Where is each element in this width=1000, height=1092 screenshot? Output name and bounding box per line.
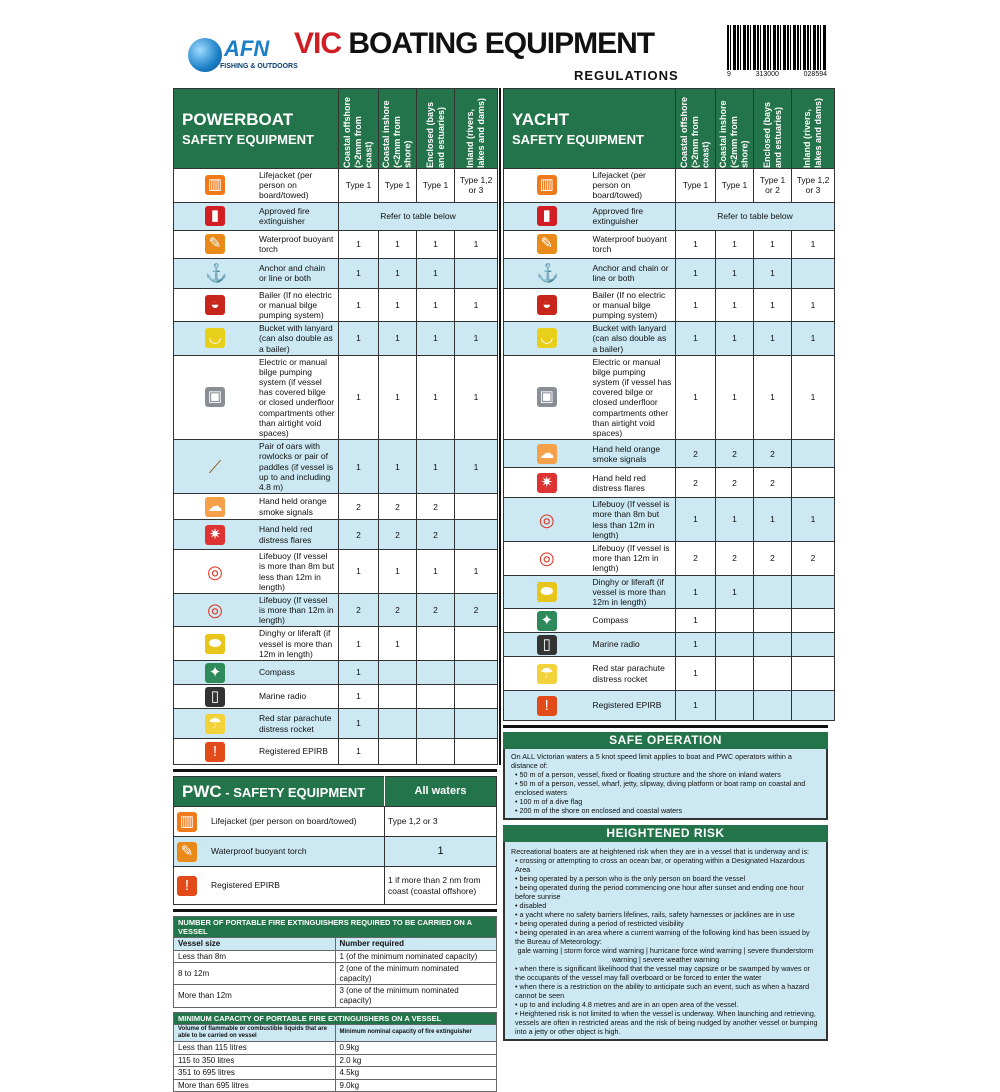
requirement-value: 1 — [379, 550, 417, 594]
requirement-value: 1 — [455, 322, 498, 356]
requirement-value: 1 — [417, 258, 455, 288]
requirement-value: 2 — [417, 494, 455, 520]
equipment-label: Hand held orange smoke signals — [256, 494, 339, 520]
requirement-value — [379, 739, 417, 765]
requirement-value: 1 — [792, 498, 835, 542]
requirement-value: 1 — [716, 575, 754, 609]
equipment-row — [174, 739, 498, 765]
pwc-row — [174, 807, 497, 837]
bullet-item: • when there is significant likelihood that the vessel may capsize or be swamped by waves or the occupants of the vessel may fall overboard or be forced to enter the water — [515, 964, 810, 983]
requirement-value — [792, 575, 835, 609]
pwc-table — [173, 776, 497, 905]
equipment-label: Dinghy or liferaft (if vessel is more than 12m in length) — [256, 627, 339, 661]
equipment-row — [174, 288, 498, 322]
requirement-value: 1 — [379, 258, 417, 288]
safe-operation-title: SAFE OPERATION — [503, 732, 828, 749]
requirement-value: 1 — [754, 288, 792, 322]
equipment-label: Bailer (If no electric or manual bilge pumping system) — [256, 288, 339, 322]
compass-icon: ✦ — [537, 611, 557, 631]
requirement-value: Type 1 — [379, 169, 417, 203]
equipment-label: Registered EPIRB — [211, 879, 280, 890]
equipment-label: Lifebuoy (If vessel is more than 12m in length) — [256, 593, 339, 627]
equipment-row — [174, 520, 498, 550]
bucket-icon: ◡ — [205, 328, 225, 348]
requirement-value — [379, 709, 417, 739]
equipment-row — [174, 550, 498, 594]
lifejacket-icon: ▥ — [537, 175, 557, 195]
equipment-label: Approved fire extinguisher — [590, 202, 676, 230]
requirement-value: 1 — [754, 498, 792, 542]
equipment-label: Lifebuoy (If vessel is more than 8m but less than 12m in length) — [590, 498, 676, 542]
equipment-label: Lifejacket (per person on board/towed) — [256, 169, 339, 203]
heightened-risk-title: HEIGHTENED RISK — [503, 825, 828, 842]
requirement-value: 1 — [754, 355, 792, 440]
column-divider — [499, 88, 501, 765]
torch-icon: ✎ — [537, 234, 557, 254]
requirement-value — [716, 657, 754, 691]
requirement-value: Type 1 — [339, 169, 379, 203]
table-row: 351 to 695 litres 4.5kg — [174, 1067, 497, 1080]
heightened-risk-box: HEIGHTENED RISK Recreational boaters are at heightened risk when they are in a vessel that is underway and is: • crossing or attempting to cross an ocean bar, or operating within a Designated Hazardous Area • being operated by a person who is the only person on board the vessel • being operated during the period commencing one hour after sunset and ending one hour before sunrise • disabled • a yacht where no safety barriers lifelines, rails, safety harnesses or jacklines are in use • being operated during a period of restricted visibility • being operated in an area where a current warning of the following kind has been issued by the Bureau of Meteorology: gale warning | storm force wind warning | hurricane force wind warning | severe thunderstorm warning | severe weather warning • when there is significant likelihood that the vessel may capsize or be swamped by waves or the occupants of the vessel may fall overboard or be forced to enter the water • when there is a restriction on the ability to anticipate such an event, such as when a hazard cannot be seen • up to and including 4.8 metres and are in an open area of the vessel. • Heightened risk is not limited to when the vessel is underway. When launching and retrieving, vessels are often in restricted areas and the risk of being nudged by another vessel or bumping into a jetty or other object is high. — [503, 825, 828, 1041]
column-header: Coastal inshore (<2mm from shore) — [716, 89, 754, 169]
marine-radio-icon: ▯ — [537, 635, 557, 655]
column-header: Inland (rivers, lakes and dams) — [455, 89, 498, 169]
lifejacket-icon: ▥ — [177, 812, 197, 832]
requirement-value: 1 — [676, 633, 716, 657]
requirement-value: 1 — [379, 322, 417, 356]
bullet-item: • up to and including 4.8 metres and are in an open area of the vessel. — [515, 1000, 739, 1010]
equipment-label: Electric or manual bilge pumping system (if vessel has covered bilge or closed underfloor compartments other than airtight void spaces) — [256, 355, 339, 440]
bullet-item: • 200 m of the shore on enclosed and coastal waters — [515, 806, 683, 816]
equipment-label: Hand held red distress flares — [590, 468, 676, 498]
parachute-rocket-icon: ☂ — [205, 714, 225, 734]
page-subtitle: REGULATIONS — [574, 68, 679, 83]
requirement-value: 1 — [417, 322, 455, 356]
table-row: More than 12m 3 (one of the minimum nominated capacity) — [174, 985, 497, 1007]
bailer-icon: ◒ — [537, 295, 557, 315]
equipment-row — [504, 541, 835, 575]
requirement-value: 1 — [339, 288, 379, 322]
requirement-value — [792, 633, 835, 657]
dinghy-icon: ⬬ — [537, 582, 557, 602]
requirement-value: 1 — [379, 627, 417, 661]
equipment-label: Compass — [256, 661, 339, 685]
requirement-value — [379, 661, 417, 685]
requirement-value: 1 — [716, 498, 754, 542]
requirement-value: 1 — [676, 691, 716, 721]
table-row: Less than 115 litres 0.9kg — [174, 1041, 497, 1054]
requirement-value: 1 — [716, 258, 754, 288]
requirement-value: 1 — [716, 355, 754, 440]
equipment-row — [504, 202, 835, 230]
requirement-value — [754, 609, 792, 633]
lifebuoy-icon: ◎ — [538, 509, 555, 530]
requirement-value: 2 — [379, 593, 417, 627]
smoke-signal-icon: ☁ — [537, 444, 557, 464]
column-header: Inland (rivers, lakes and dams) — [792, 89, 835, 169]
requirement-value: 2 — [716, 468, 754, 498]
powerboat-table — [173, 88, 498, 765]
bucket-icon: ◡ — [537, 328, 557, 348]
lifebuoy-icon: ◎ — [538, 548, 555, 569]
requirement-value — [754, 575, 792, 609]
anchor-icon: ⚓ — [536, 263, 560, 284]
requirement-value: Type 1,2 or 3 — [792, 169, 835, 203]
equipment-row — [504, 322, 835, 356]
bullet-item: • 50 m of a person, vessel, wharf, jetty, slipway, diving platform or boat ramp on coastal and enclosed waters — [515, 779, 806, 798]
requirement-value: 2 — [676, 468, 716, 498]
requirement-value: 1 — [792, 322, 835, 356]
equipment-row — [504, 575, 835, 609]
requirement-value: 1 if more than 2 nm from coast (coastal offshore) — [385, 867, 497, 905]
requirement-value — [417, 739, 455, 765]
equipment-row — [504, 169, 835, 203]
equipment-label: Pair of oars with rowlocks or pair of paddles (if vessel is up to and including 4.8 m) — [256, 440, 339, 494]
anchor-icon: ⚓ — [205, 263, 228, 284]
equipment-label: Bucket with lanyard (can also double as a bailer) — [590, 322, 676, 356]
equipment-row — [174, 322, 498, 356]
equipment-row — [174, 202, 498, 230]
requirement-value: 2 — [417, 593, 455, 627]
bullet-item: • 50 m of a person, vessel, fixed or floating structure and the shore on inland waters — [515, 770, 781, 780]
requirement-value: 1 — [792, 230, 835, 258]
lifejacket-icon: ▥ — [205, 175, 225, 195]
equipment-row — [174, 355, 498, 440]
requirement-value: 1 — [379, 440, 417, 494]
extinguisher-capacity-table: MINIMUM CAPACITY OF PORTABLE FIRE EXTINGUISHERS ON A VESSEL Volume of flammable or combustible liquids that are able to be carried on vessel Minimum nominal capacity of fire extinguisher Less than 115 litres 0.9kg 115 to 350 litres 2.0 kg 351 to 695 litres 4.5kg More than 695 litres 9.0kg — [173, 1012, 497, 1092]
requirement-value: 1 — [455, 230, 498, 258]
requirement-value: 1 — [754, 258, 792, 288]
bullet-item: • crossing or attempting to cross an ocean bar, or operating within a Designated Hazardous Area — [515, 856, 805, 875]
equipment-label: Registered EPIRB — [256, 739, 339, 765]
requirement-value — [792, 657, 835, 691]
requirement-value: 1 — [385, 837, 497, 867]
requirement-value — [792, 468, 835, 498]
requirement-value: 2 — [676, 541, 716, 575]
column-header: Coastal offshore (>2mm from coast) — [676, 89, 716, 169]
table-row: Less than 8m 1 (of the minimum nominated capacity) — [174, 950, 497, 963]
requirement-value: 1 — [339, 355, 379, 440]
requirement-value: 2 — [676, 440, 716, 468]
requirement-value — [792, 609, 835, 633]
equipment-row — [504, 498, 835, 542]
equipment-label: Bailer (If no electric or manual bilge pumping system) — [590, 288, 676, 322]
pwc-row — [174, 867, 497, 905]
requirement-value: 1 — [417, 550, 455, 594]
epirb-icon: ǃ — [537, 696, 557, 716]
equipment-label: Dinghy or liferaft (if vessel is more than 12m in length) — [590, 575, 676, 609]
equipment-label: Registered EPIRB — [590, 691, 676, 721]
requirement-value: 1 — [379, 230, 417, 258]
yacht-title: YACHT SAFETY EQUIPMENT — [504, 89, 676, 169]
equipment-row — [174, 627, 498, 661]
requirement-value: 2 — [792, 541, 835, 575]
requirement-value — [754, 633, 792, 657]
requirement-value: 1 — [676, 609, 716, 633]
equipment-label: Lifejacket (per person on board/towed) — [590, 169, 676, 203]
bullet-item: • 100 m of a dive flag — [515, 797, 583, 807]
requirement-value: Type 1 or 2 — [754, 169, 792, 203]
equipment-row — [174, 169, 498, 203]
requirement-value: Type 1,2 or 3 — [455, 169, 498, 203]
column-header: Coastal offshore (>2mm from coast) — [339, 89, 379, 169]
requirement-value — [455, 685, 498, 709]
equipment-row — [504, 230, 835, 258]
equipment-label: Waterproof buoyant torch — [256, 230, 339, 258]
equipment-row — [504, 288, 835, 322]
pwc-row — [174, 837, 497, 867]
equipment-label: Lifebuoy (If vessel is more than 8m but less than 12m in length) — [256, 550, 339, 594]
bullet-item: • disabled — [515, 901, 547, 911]
oars-icon: ⟋ — [208, 456, 222, 477]
bullet-item: • when there is a restriction on the ability to anticipate such an event, such as when a hazard cannot be seen — [515, 982, 810, 1001]
marine-radio-icon: ▯ — [205, 687, 225, 707]
flare-icon: ✷ — [537, 473, 557, 493]
equipment-row — [504, 258, 835, 288]
requirement-value — [792, 258, 835, 288]
bullet-item: • a yacht where no safety barriers lifelines, rails, safety harnesses or jacklines are in use — [515, 910, 795, 920]
requirement-value: 1 — [754, 322, 792, 356]
equipment-label: Hand held orange smoke signals — [590, 440, 676, 468]
equipment-row — [504, 657, 835, 691]
column-header: Coastal inshore (<2mm from shore) — [379, 89, 417, 169]
left-column — [173, 88, 497, 1092]
bullet-item: • being operated by a person who is the only person on board the vessel — [515, 874, 746, 884]
requirement-value — [792, 440, 835, 468]
requirement-value: 1 — [339, 661, 379, 685]
powerboat-title: POWERBOAT SAFETY EQUIPMENT — [174, 89, 339, 169]
bullet-item: • being operated in an area where a current warning of the following kind has been issued by the Bureau of Meteorology: — [515, 928, 810, 947]
requirement-value: 1 — [379, 355, 417, 440]
equipment-label: Marine radio — [256, 685, 339, 709]
requirement-value: 2 — [754, 468, 792, 498]
requirement-value: 1 — [339, 550, 379, 594]
barcode: 9 313000 028594 — [727, 25, 827, 80]
equipment-label: Anchor and chain or line or both — [256, 258, 339, 288]
equipment-row — [174, 593, 498, 627]
requirement-value: 1 — [455, 288, 498, 322]
requirement-value — [716, 609, 754, 633]
requirement-value — [455, 627, 498, 661]
right-column — [503, 88, 828, 1041]
equipment-row — [504, 355, 835, 440]
requirement-value: 1 — [339, 440, 379, 494]
requirement-value — [455, 494, 498, 520]
epirb-icon: ǃ — [205, 742, 225, 762]
afn-logo: AFN FISHING & OUTDOORS — [188, 36, 283, 76]
requirement-value: Type 1,2 or 3 — [385, 807, 497, 837]
fire-extinguisher-icon: ▮ — [205, 206, 225, 226]
equipment-label: Bucket with lanyard (can also double as a bailer) — [256, 322, 339, 356]
torch-icon: ✎ — [205, 234, 225, 254]
requirement-value: 1 — [339, 230, 379, 258]
requirement-value — [455, 739, 498, 765]
equipment-label: Lifebuoy (If vessel is more than 12m in length) — [590, 541, 676, 575]
equipment-row — [504, 440, 835, 468]
equipment-label: Waterproof buoyant torch — [590, 230, 676, 258]
requirement-value: 2 — [455, 593, 498, 627]
requirement-value: 2 — [339, 520, 379, 550]
extinguisher-count-table: NUMBER OF PORTABLE FIRE EXTINGUISHERS REQUIRED TO BE CARRIED ON A VESSEL Vessel size Number required Less than 8m 1 (of the minimum nominated capacity) 8 to 12m 2 (one of the minimum nominated capacity) More than 12m 3 (one of the minimum nominated capacity) — [173, 916, 497, 1008]
equipment-label: Anchor and chain or line or both — [590, 258, 676, 288]
bullet-item: • being operated during the period commencing one hour after sunset and ending one hour before sunrise — [515, 883, 805, 902]
requirement-value: 2 — [417, 520, 455, 550]
equipment-label: Lifejacket (per person on board/towed) — [211, 815, 357, 826]
lifebuoy-icon: ◎ — [207, 600, 223, 621]
requirement-value: 1 — [417, 230, 455, 258]
requirement-value — [379, 685, 417, 709]
requirement-value: 1 — [716, 230, 754, 258]
requirement-value: 2 — [379, 494, 417, 520]
refer-note: Refer to table below — [676, 202, 835, 230]
equipment-label: Red star parachute distress rocket — [256, 709, 339, 739]
requirement-value: 1 — [716, 288, 754, 322]
requirement-value: 1 — [339, 258, 379, 288]
smoke-signal-icon: ☁ — [205, 497, 225, 517]
requirement-value — [455, 661, 498, 685]
bullet-item: • being operated during a period of restricted visibility — [515, 919, 684, 929]
requirement-value: 1 — [417, 288, 455, 322]
requirement-value — [455, 709, 498, 739]
requirement-value — [754, 691, 792, 721]
warning-list: gale warning | storm force wind warning | hurricane force wind warning | severe thunderstorm warning | severe weather warning — [517, 946, 814, 965]
requirement-value: 1 — [676, 575, 716, 609]
pwc-column-all-waters: All waters — [385, 777, 497, 807]
requirement-value: Type 1 — [676, 169, 716, 203]
bullet-item: • Heightened risk is not limited to when the vessel is underway. When launching and retrieving, vessels are often in restricted areas and the risk of being nudged by another vessel or bumping into a jetty or other object is high. — [515, 1009, 818, 1037]
requirement-value: 2 — [339, 494, 379, 520]
requirement-value: 1 — [379, 288, 417, 322]
equipment-label: Waterproof buoyant torch — [211, 845, 307, 856]
requirement-value: Type 1 — [716, 169, 754, 203]
requirement-value: 1 — [339, 685, 379, 709]
equipment-label: Red star parachute distress rocket — [590, 657, 676, 691]
requirement-value: 1 — [455, 440, 498, 494]
requirement-value — [455, 520, 498, 550]
equipment-row — [504, 691, 835, 721]
bailer-icon: ◒ — [205, 295, 225, 315]
column-header: Enclosed (bays and estuaries) — [417, 89, 455, 169]
requirement-value: 1 — [339, 627, 379, 661]
requirement-value: 1 — [417, 355, 455, 440]
requirement-value — [417, 661, 455, 685]
table-row: 115 to 350 litres 2.0 kg — [174, 1054, 497, 1067]
requirement-value: 2 — [754, 440, 792, 468]
requirement-value: 1 — [754, 230, 792, 258]
requirement-value: 1 — [676, 230, 716, 258]
equipment-row — [504, 633, 835, 657]
requirement-value: 1 — [676, 355, 716, 440]
requirement-value: 1 — [417, 440, 455, 494]
dinghy-icon: ⬬ — [205, 634, 225, 654]
requirement-value: 1 — [455, 550, 498, 594]
requirement-value — [417, 709, 455, 739]
column-header: Enclosed (bays and estuaries) — [754, 89, 792, 169]
pwc-title: PWC - SAFETY EQUIPMENT — [174, 777, 385, 807]
bilge-pump-icon: ▣ — [205, 387, 225, 407]
equipment-row — [174, 230, 498, 258]
requirement-value: 2 — [716, 541, 754, 575]
refer-note: Refer to table below — [339, 202, 498, 230]
equipment-label: Hand held red distress flares — [256, 520, 339, 550]
page-title: VIC BOATING EQUIPMENT — [294, 27, 655, 60]
requirement-value: 1 — [339, 322, 379, 356]
requirement-value: 2 — [379, 520, 417, 550]
requirement-value: 1 — [676, 258, 716, 288]
requirement-value: 1 — [792, 288, 835, 322]
parachute-rocket-icon: ☂ — [537, 664, 557, 684]
requirement-value — [716, 691, 754, 721]
requirement-value: Type 1 — [417, 169, 455, 203]
requirement-value — [417, 627, 455, 661]
requirement-value — [754, 657, 792, 691]
equipment-label: Approved fire extinguisher — [256, 202, 339, 230]
equipment-label: Marine radio — [590, 633, 676, 657]
requirement-value: 1 — [676, 498, 716, 542]
table-row: More than 695 litres 9.0kg — [174, 1079, 497, 1092]
equipment-label: Electric or manual bilge pumping system (if vessel has covered bilge or closed underfloor compartments other than airtight void spaces) — [590, 355, 676, 440]
requirement-value: 1 — [676, 322, 716, 356]
requirement-value: 2 — [754, 541, 792, 575]
requirement-value — [455, 258, 498, 288]
requirement-value: 1 — [676, 657, 716, 691]
equipment-row — [174, 709, 498, 739]
requirement-value: 1 — [792, 355, 835, 440]
epirb-icon: ǃ — [177, 876, 197, 896]
requirement-value: 1 — [676, 288, 716, 322]
requirement-value — [716, 633, 754, 657]
requirement-value: 2 — [716, 440, 754, 468]
equipment-row — [174, 685, 498, 709]
requirement-value: 1 — [339, 709, 379, 739]
safe-operation-box: SAFE OPERATION On ALL Victorian waters a 5 knot speed limit applies to boat and PWC operators within a distance of: • 50 m of a person, vessel, fixed or floating structure and the shore on inland waters • 50 m of a person, vessel, wharf, jetty, slipway, diving platform or boat ramp on coastal and enclosed waters • 100 m of a dive flag • 200 m of the shore on enclosed and coastal waters — [503, 732, 828, 820]
requirement-value — [417, 685, 455, 709]
equipment-row — [174, 494, 498, 520]
requirement-value — [792, 691, 835, 721]
equipment-row — [174, 258, 498, 288]
bilge-pump-icon: ▣ — [537, 387, 557, 407]
equipment-label: Compass — [590, 609, 676, 633]
equipment-row — [504, 468, 835, 498]
flare-icon: ✷ — [205, 525, 225, 545]
requirement-value: 1 — [339, 739, 379, 765]
lifebuoy-icon: ◎ — [207, 561, 223, 582]
requirement-value: 1 — [455, 355, 498, 440]
equipment-row — [174, 661, 498, 685]
equipment-row — [504, 609, 835, 633]
requirement-value: 2 — [339, 593, 379, 627]
requirement-value: 1 — [716, 322, 754, 356]
compass-icon: ✦ — [205, 663, 225, 683]
equipment-row — [174, 440, 498, 494]
yacht-table — [503, 88, 835, 721]
fire-extinguisher-icon: ▮ — [537, 206, 557, 226]
torch-icon: ✎ — [177, 842, 197, 862]
table-row: 8 to 12m 2 (one of the minimum nominated capacity) — [174, 963, 497, 985]
